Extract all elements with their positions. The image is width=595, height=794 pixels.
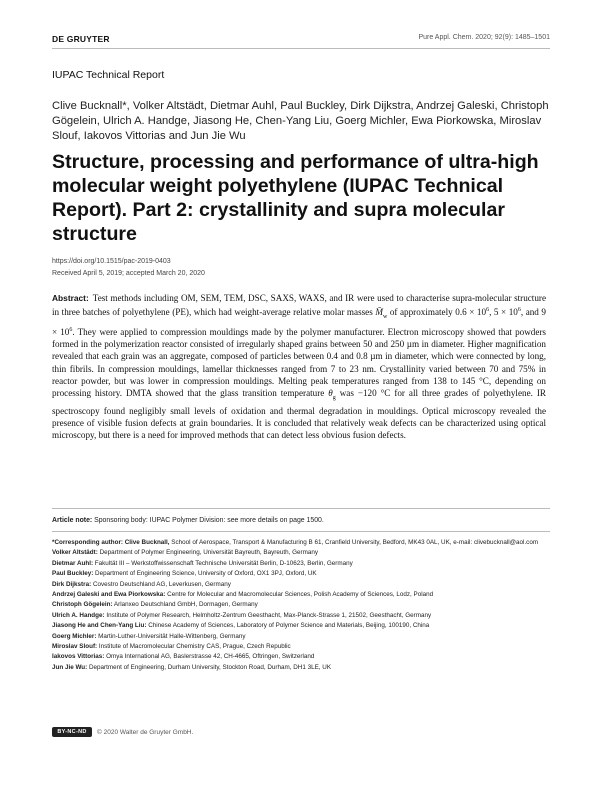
affiliation-entry: Christoph Gögelein: Arlanxeo Deutschland GmbH, Dormagen, Germany [52, 601, 258, 609]
tg-symbol: θ [328, 388, 333, 399]
exponent-1: 6 [486, 307, 490, 314]
affiliation-entry: Andrzej Galeski and Ewa Piorkowska: Centre for Molecular and Macromolecular Sciences, Polish Academy of Sciences, Lodz, Poland [52, 591, 434, 599]
affiliation-entry: Dirk Dijkstra: Covestro Deutschland AG, Leverkusen, Germany [52, 580, 231, 588]
header-divider [52, 48, 550, 49]
report-type: IUPAC Technical Report [52, 69, 165, 81]
affiliation-entry: Dietmar Auhl: Fakultät III – Werkstoffwissenschaft Technische Universität Berlin, D-10623, Berlin, Germany [52, 559, 353, 567]
cc-license-icon[interactable]: BY-NC-ND [52, 727, 92, 737]
abstract-text-3: , 5 × 10 [489, 307, 518, 318]
copyright-notice: © 2020 Walter de Gruyter GmbH. [97, 728, 194, 736]
tg-subscript: g [332, 395, 336, 402]
abstract-text-1: Test methods including OM, SEM, TEM, DSC, SAXS, WAXS, and IR were used to characterise supra-molecular structure in three batches of polyethylene (PE), which had weight-average relative molar masses [52, 293, 546, 318]
mw-subscript: w [382, 314, 388, 321]
affiliation-entry: Jun Jie Wu: Department of Engineering, Durham University, Stockton Road, Durham, DH1 3LE, UK [52, 663, 332, 671]
abstract-text-4: , and 9 × 10 [52, 307, 546, 337]
mw-symbol: M̄ [375, 307, 383, 318]
affiliation-entry: Goerg Michler: Martin-Luther-Universität Halle-Wittenberg, Germany [52, 632, 246, 640]
exponent-2: 6 [517, 307, 521, 314]
affiliations [52, 538, 552, 673]
affiliation-entry: Volker Altstädt: Department of Polymer Engineering, Universität Bayreuth, Bayreuth, Germany [52, 549, 318, 557]
doi-link[interactable]: https://doi.org/10.1515/pac-2019-0403 [52, 258, 171, 265]
received-dates: Received April 5, 2019; accepted March 20, 2020 [52, 270, 205, 277]
license-row [52, 727, 193, 737]
affiliation-entry: Paul Buckley: Department of Engineering Science, University of Oxford, OX1 3PJ, Oxford, UK [52, 570, 317, 578]
article-note-text: Sponsoring body: IUPAC Polymer Division: see more details on page 1500. [92, 517, 324, 524]
abstract-text-5: . They were applied to compression mouldings made by the polymer manufacturer. Electron microscopy showed that powders formed in the polymerization reactor consisted of irregularly shaped grains between 50 and 250 µm in diameter. Higher magnification revealed that each grain was an aggregate, composed of particles between 0.4 and 0.8 µm in diameter, which were connected by long, thin fibrils. In compression mouldings, lamellar thicknesses ranged from 7 to 23 nm. Crystallinity varied between 70 and 75% in reactor powder, but was lower in compression mouldings. Melting peak temperatures ranged from 138 to 145 °C, depending on processing history. DMTA showed that the glass transition temperature [52, 326, 546, 399]
publisher-name: DE GRUYTER [52, 34, 110, 44]
exponent-3: 6 [69, 326, 73, 333]
article-note-label: Article note: [52, 517, 93, 524]
article-note [52, 517, 324, 524]
affiliation-entry: Miroslav Slouf: Institute of Macromolecular Chemistry CAS, Prague, Czech Republic [52, 643, 291, 651]
author-list: Clive Bucknall*, Volker Altstädt, Dietmar Auhl, Paul Buckley, Dirk Dijkstra, Andrzej Galeski, Christoph Gögelein, Ulrich A. Handge, Jiasong He, Chen-Yang Liu, Goerg Michler, Ewa Piorkowska, Miroslav Slouf, Iakovos Vittorias and Jun Jie Wu [52, 100, 549, 143]
affiliation-entry: Jiasong He and Chen-Yang Liu: Chinese Academy of Sciences, Laboratory of Polymer Science and Materials, Beijing, 100190, China [52, 622, 430, 630]
affiliation-entry: Iakovos Vittorias: Omya International AG, Baslerstrasse 42, CH-4665, Oftringen, Switzerland [52, 653, 315, 661]
affiliation-divider [52, 531, 550, 532]
affiliation-entry: Ulrich A. Handge: Institute of Polymer Research, Helmholtz-Zentrum Geesthacht, Max-Planck-Strasse 1, 21502, Geesthacht, Germany [52, 611, 432, 619]
article-title: Structure, processing and performance of ultra-high molecular weight polyethylene (IUPAC Technical Report). Part 2: crystallinity and supra molecular structure [52, 151, 539, 245]
journal-citation: Pure Appl. Chem. 2020; 92(9): 1485–1501 [418, 34, 550, 41]
abstract-text-6: was −120 °C for all three grades of polyethylene. IR spectroscopy found negligibly small levels of oxidation and thermal degradation in mouldings. Optical microscopy revealed the presence of visible fusion defects at grain boundaries. It is concluded that relatively weak defects can be characterized using optical microscopy, but there is a need for improved methods that can detect less obvious fusion defects. [52, 388, 546, 441]
abstract [52, 292, 546, 442]
abstract-text-2: of approximately 0.6 × 10 [387, 307, 487, 318]
abstract-label: Abstract: [52, 293, 89, 303]
note-divider [52, 508, 550, 509]
affiliation-entry: *Corresponding author: Clive Bucknall, School of Aerospace, Transport & Manufacturing B 61, Cranfield University, Bedford, MK43 0AL, UK, e-mail: clivebucknall@aol.com [52, 539, 539, 546]
